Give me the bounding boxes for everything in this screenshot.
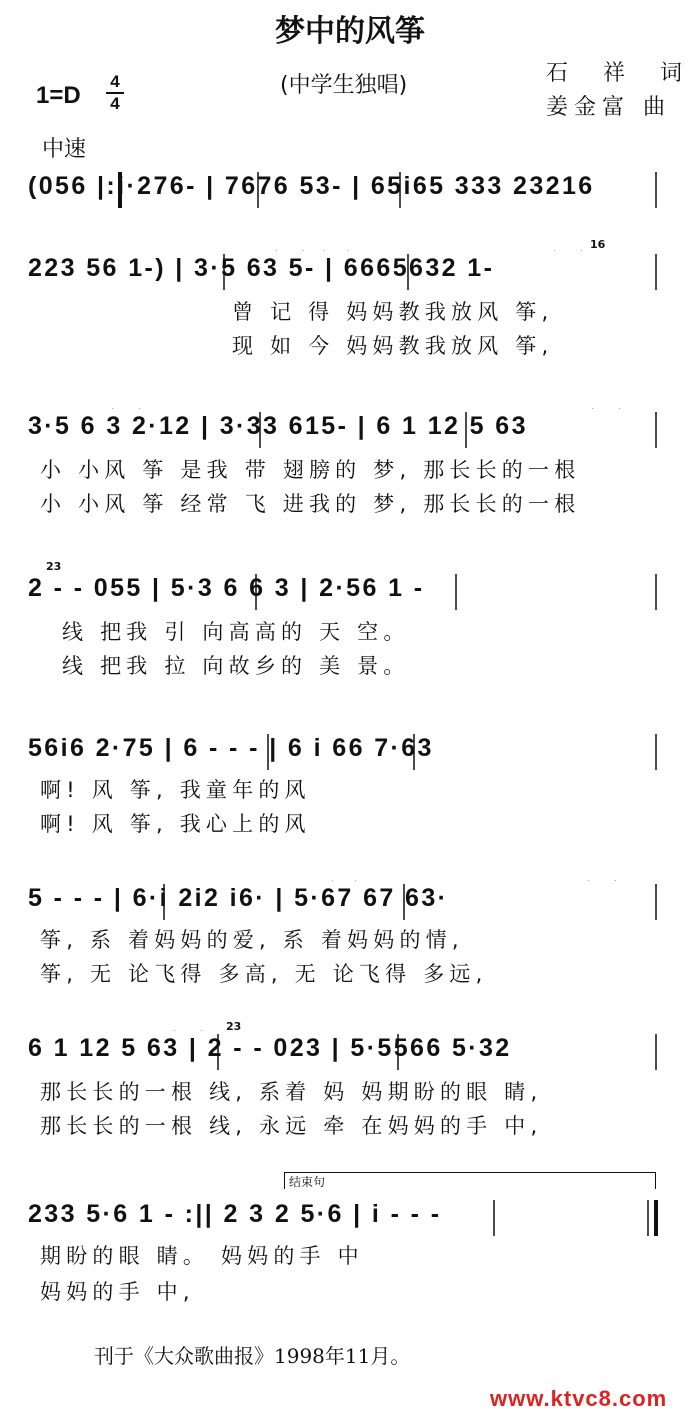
lyric-verse-1: 小 小风 筝 是我 带 翅膀的 梦, 那长长的一根: [40, 458, 581, 482]
ending-bracket: [284, 1172, 656, 1189]
staff-line-1: [28, 168, 668, 222]
composer-credit: 姜金富 曲: [546, 95, 671, 120]
staff-notes: 233 5·6 1 - :|| 2 3 2 5·6 | i - - -: [28, 1200, 442, 1228]
song-title: 梦中的风筝: [275, 14, 425, 49]
meter-top: 4: [110, 72, 120, 91]
staff-notes: (056 |:i·276- | 7676 53- | 65i65 333 23216: [28, 172, 595, 200]
ending-label: 结束句: [289, 1175, 326, 1189]
lyric-verse-2: 啊! 风 筝, 我心上的风: [40, 812, 311, 836]
staff-notes: 56i6 2·75 | 6 - - - | 6 i 66 7·63: [28, 734, 434, 762]
lyric-verse-1: 筝, 系 着妈妈的爱, 系 着妈妈的情,: [40, 928, 464, 952]
key-signature: 1=D: [36, 82, 81, 109]
staff-notes: 3·5 6 3 2·12 | 3·33 615- | 6 1 12 5 63: [28, 412, 528, 440]
publication-note: 刊于《大众歌曲报》1998年11月。: [94, 1344, 411, 1368]
lyric-verse-1: 期盼的眼 睛。 妈妈的手 中: [40, 1244, 364, 1268]
lyric-verse-1: 曾 记 得 妈妈教我放风 筝,: [232, 300, 554, 324]
lyric-verse-2: 现 如 今 妈妈教我放风 筝,: [232, 334, 554, 358]
lyric-verse-1: 那长长的一根 线, 系着 妈 妈期盼的眼 睛,: [40, 1080, 543, 1104]
lyric-verse-1: 线 把我 引 向高高的 天 空。: [62, 620, 410, 644]
tempo-marking: 中速: [42, 137, 87, 162]
lyric-verse-1: 啊! 风 筝, 我童年的风: [40, 778, 311, 802]
site-watermark: www.ktvc8.com: [490, 1386, 668, 1411]
grace-note: 23: [46, 560, 62, 573]
time-signature: [104, 72, 126, 114]
staff-notes: 2 - - 055 | 5·3 6 6 3 | 2·56 1 -: [28, 574, 425, 602]
lyric-verse-2: 那长长的一根 线, 永远 牵 在妈妈的手 中,: [40, 1114, 543, 1138]
meter-bottom: 4: [110, 94, 120, 113]
lyric-verse-2: 筝, 无 论飞得 多高, 无 论飞得 多远,: [40, 962, 488, 986]
staff-notes: 223 56 1-) | 3·5 63 5- | 6665632 1-: [28, 254, 495, 282]
lyric-verse-2: 妈妈的手 中,: [40, 1280, 195, 1304]
staff-notes: 5 - - - | 6·i 2i2 i6· | 5·67 67 63·: [28, 884, 449, 912]
lyric-verse-2: 线 把我 拉 向故乡的 美 景。: [62, 654, 410, 678]
staff-notes: 6 1 12 5 63 | 2 - - 023 | 5·5566 5·32: [28, 1034, 512, 1062]
grace-note: 23: [226, 1020, 242, 1033]
lyric-verse-2: 小 小风 筝 经常 飞 进我的 梦, 那长长的一根: [40, 492, 581, 516]
lyricist-credit: 石 祥 词: [546, 61, 696, 86]
grace-note: 16: [590, 238, 606, 251]
subtitle: (中学生独唱): [280, 73, 408, 98]
